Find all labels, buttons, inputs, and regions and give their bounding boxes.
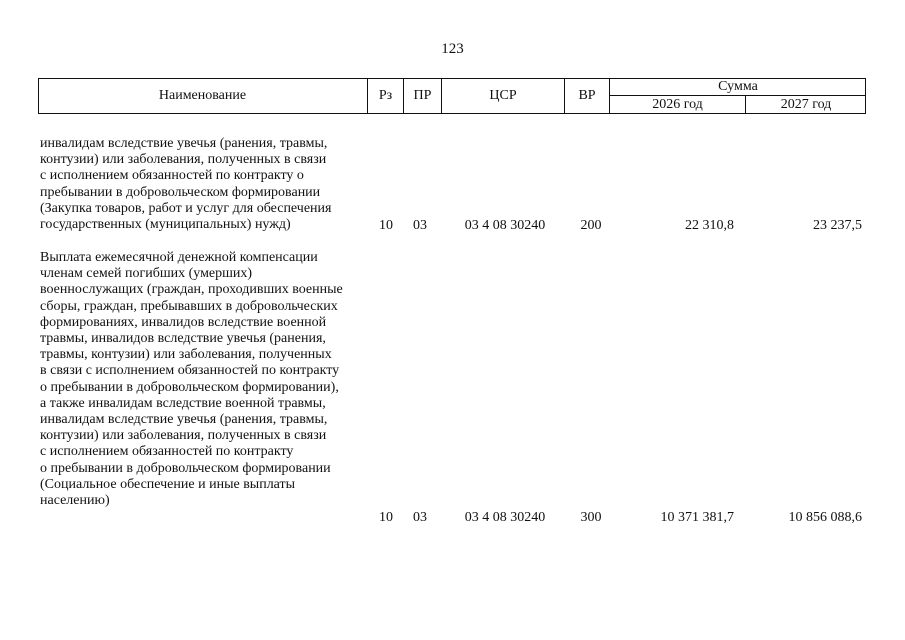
row-name: инвалидам вследствие увечья (ранения, травмы, контузии) или заболевания, полученных в связи с исполнением обязанностей по контракту о пребывании в добровольческом формировании (Закупка товаров, работ и услуг для обеспечения государственных (муниципальных) нужд)	[40, 136, 332, 233]
header-name: Наименование	[158, 88, 247, 103]
row-amount-2027: 23 237,5	[813, 218, 862, 233]
header-year-2026: 2026 год	[652, 97, 703, 112]
row-rz: 10	[379, 218, 393, 233]
row-csr: 03 4 08 30240	[464, 510, 546, 525]
row-vr: 300	[580, 510, 602, 525]
row-csr: 03 4 08 30240	[464, 218, 546, 233]
row-amount-2027: 10 856 088,6	[788, 510, 862, 525]
row-rz: 10	[379, 510, 393, 525]
row-pr: 03	[413, 218, 427, 233]
header-vr: ВР	[578, 88, 596, 103]
header-pr: ПР	[413, 88, 432, 103]
table-header	[38, 78, 866, 114]
row-pr: 03	[413, 510, 427, 525]
header-bottom-border	[38, 113, 866, 114]
header-rz: Рз	[378, 88, 393, 103]
header-csr: ЦСР	[489, 88, 517, 103]
header-sum: Сумма	[718, 79, 758, 94]
page-number: 123	[441, 41, 464, 57]
row-amount-2026: 22 310,8	[685, 218, 734, 233]
row-vr: 200	[580, 218, 602, 233]
header-year-2027: 2027 год	[780, 97, 832, 112]
row-amount-2026: 10 371 381,7	[660, 510, 734, 525]
row-name: Выплата ежемесячной денежной компенсации членам семей погибших (умерших) военнослужащих (граждан, проходивших военные сборы, граждан, пребывавших в добровольческих формированиях, инвалидов вследствие военной травмы, инвалидов вследствие увечья (ранения, травмы, контузии) или заболевания, полученных в связи с исполнением обязанностей по контракту о пребывании в добровольческом формировании), а также инвалидам вследствие военной травмы, инвалидам вследствие увечья (ранения, травмы, контузии) или заболевания, полученных в связи с исполнением обязанностей по контракту о пребывании в добровольческом формировании (Социальное обеспечение и иные выплаты населению)	[40, 250, 343, 509]
sum-subheader-border	[610, 95, 866, 96]
